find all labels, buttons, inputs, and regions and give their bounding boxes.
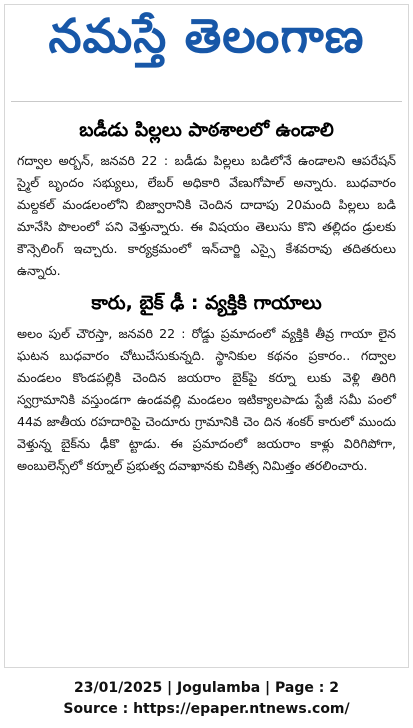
- newspaper-clipping: [4, 4, 409, 668]
- article-1-body: గద్వాల అర్బన్, జనవరి 22 : బడీడు పిల్లలు బడిలోనే ఉండాలని ఆపరేషన్ స్మైల్ బృందం సభ్యులు, లేబర్ అధికారి వేణుగోపాల్ అన్నారు. బుధవారం మల్దకల్ మండలంలోని బిజ్వారానికి చెందిన దాదాపు 20మంది పిల్లలు బడి మానేసి పొలంలో పని వెళ్తున్నారు. ఈ విషయం తెలుసు కొని తల్లిదం డ్రులకు కౌన్సెలింగ్ ఇచ్చారు. కార్యక్రమంలో ఇన్‌చార్జి ఎస్సై కేశవరావు తదితరులు ఉన్నారు.: [17, 153, 396, 278]
- masthead-title: నమస్తే తెలంగాణ: [48, 8, 365, 64]
- masthead-divider: [11, 101, 402, 102]
- article-1-headline: బడీడు పిల్లలు పాఠశాలలో ఉండాలి: [79, 119, 334, 141]
- publication-date-line: 23/01/2025 | Jogulamba | Page : 2: [74, 680, 339, 696]
- article-2-headline: కారు, బైక్ ఢీ : వ్యక్తికి గాయాలు: [91, 292, 322, 314]
- article-2-body: అలం పుల్ చౌరస్తా, జనవరి 22 : రోడ్డు ప్రమాదంలో వ్యక్తికి తీవ్ర గాయా లైన ఘటన బుధవారం చోటుచేసుకున్నది. స్థానికుల కథనం ప్రకారం.. గద్వాల మండలం కొండపల్లికి చెందిన జయరాం బైక్‌పై కర్నూ లుకు వెళ్లి తిరిగి స్వగ్రామానికి వస్తుండగా ఉండవల్లి మండలం ఇటిక్యాలపాడు స్టేజీ సమీ పంలో 44వ జాతీయ రహదారిపై చెందూరు గ్రామానికి చెం దిన శంకర్ కారులో ముందు వెళ్తున్న బైక్‌ను ఢీకొ ట్టాడు. ఈ ప్రమాదంలో జయరాం కాళ్లు విరిగిపోగా, అంబులెన్స్‌లో కర్నూల్ ప్రభుత్వ దవాఖానకు చికిత్స నిమిత్తం తరలించారు.: [17, 326, 396, 473]
- source-line: Source : https://epaper.ntnews.com/: [63, 701, 350, 717]
